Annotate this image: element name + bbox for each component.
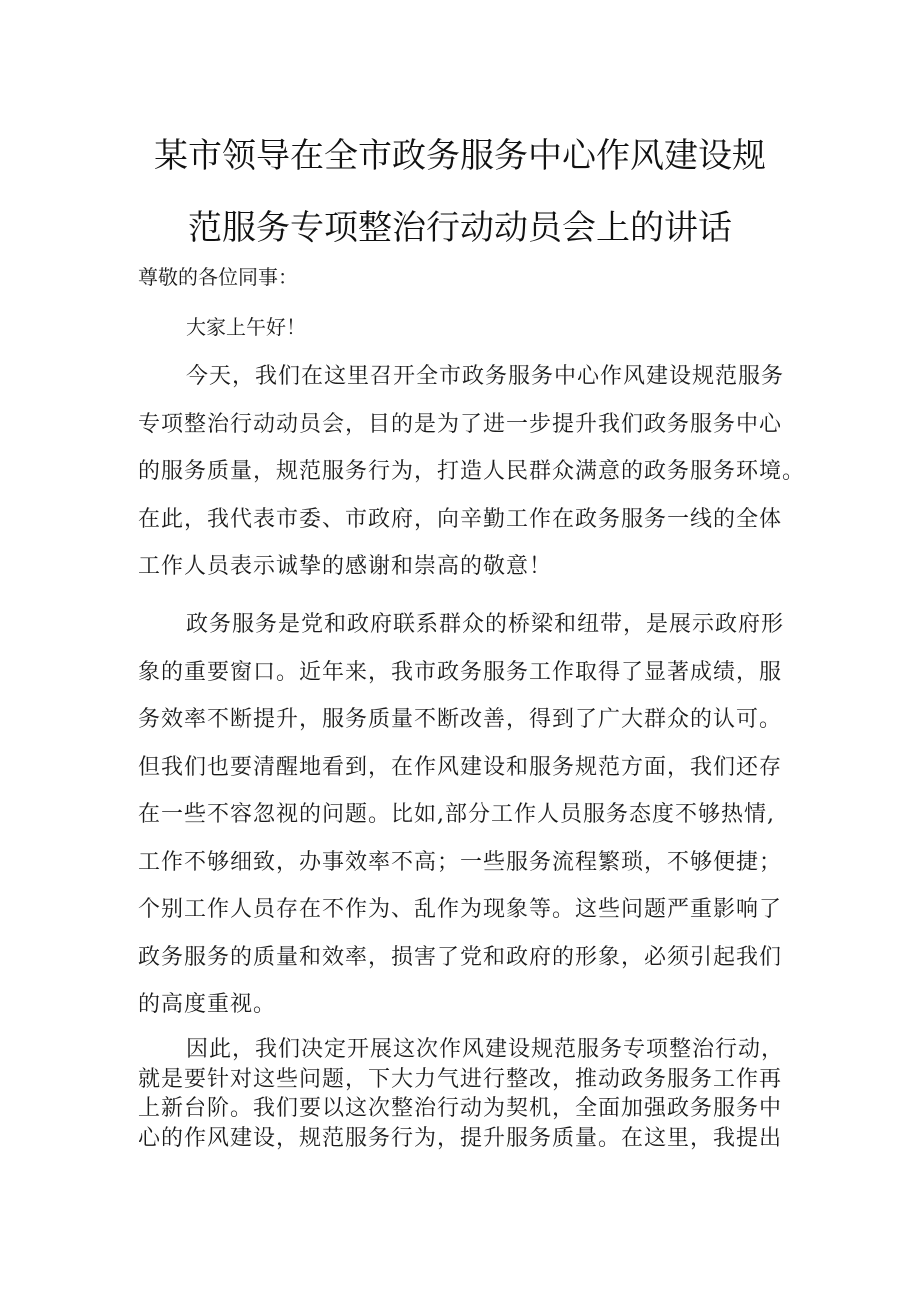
salutation: 尊敬的各位同事： — [138, 265, 298, 289]
paragraph-1-line: 专项整治行动动员会，目的是为了进一步提升我们政务服务中心 — [138, 411, 783, 437]
title-line-1: 某市领导在全市政务服务中心作风建设规 — [154, 136, 766, 176]
paragraph-3-line: 就是要针对这些问题，下大力气进行整改，推动政务服务工作再 — [138, 1066, 783, 1092]
paragraph-2-line: 工作不够细致，办事效率不高；一些服务流程繁琐，不够便捷； — [138, 849, 783, 875]
paragraph-1-line: 工作人员表示诚挚的感谢和崇高的敬意！ — [138, 554, 553, 579]
paragraph-3-line: 因此，我们决定开展这次作风建设规范服务专项整治行动， — [186, 1037, 785, 1062]
paragraph-2-line: 务效率不断提升，服务质量不断改善，得到了广大群众的认可。 — [138, 707, 783, 732]
paragraph-3 — [138, 1035, 818, 1153]
paragraph-3-line: 心的作风建设，规范服务行为，提升服务质量。在这里，我提出 — [138, 1125, 783, 1151]
paragraph-1-line: 在此，我代表市委、市政府，向辛勤工作在政务服务一线的全体 — [138, 506, 783, 532]
paragraph-1 — [138, 353, 818, 591]
paragraph-2-line: 的高度重视。 — [138, 992, 277, 1017]
paragraph-2-line: 政务服务的质量和效率，损害了党和政府的形象，必须引起我们 — [138, 944, 783, 970]
paragraph-2-line: 政务服务是党和政府联系群众的桥梁和纽带，是展示政府形 — [186, 612, 785, 637]
paragraph-2-line: 象的重要窗口。近年来，我市政务服务工作取得了显著成绩，服 — [138, 659, 783, 685]
paragraph-3-line: 上新台阶。我们要以这次整治行动为契机，全面加强政务服务中 — [138, 1096, 783, 1121]
greeting: 大家上午好！ — [186, 315, 306, 339]
paragraph-2-line: 在一些不容忽视的问题。比如,部分工作人员服务态度不够热情, — [138, 802, 775, 827]
paragraph-2-line: 但我们也要清醒地看到，在作风建设和服务规范方面，我们还存 — [138, 754, 783, 780]
paragraph-1-line: 今天，我们在这里召开全市政务服务中心作风建设规范服务 — [186, 364, 785, 389]
paragraph-2-line: 个别工作人员存在不作为、乱作为现象等。这些问题严重影响了 — [138, 897, 783, 922]
title-line-2: 范服务专项整治行动动员会上的讲话 — [188, 208, 732, 248]
paragraph-2 — [138, 601, 818, 1029]
paragraph-1-line: 的服务质量，规范服务行为，打造人民群众满意的政务服务环境。 — [138, 459, 806, 484]
